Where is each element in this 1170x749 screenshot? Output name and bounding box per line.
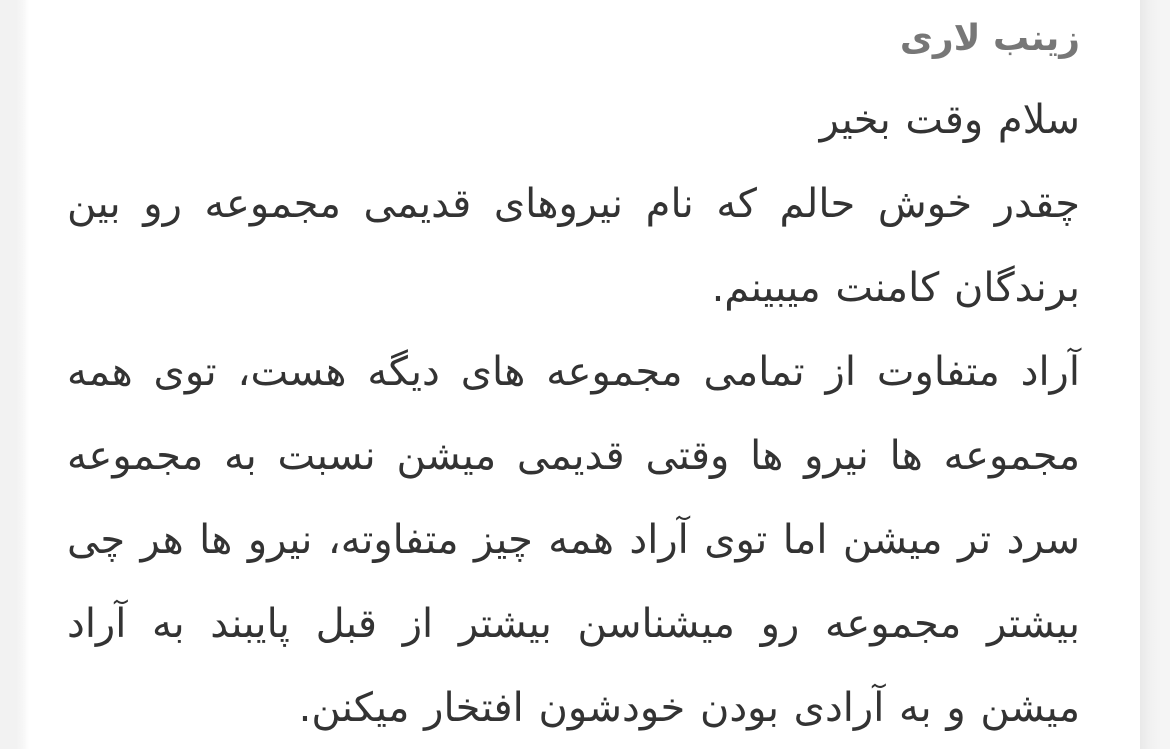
comment-paragraph-2: آراد متفاوت از تمامی مجموعه های دیگه هست، توی همه مجموعه ها نیرو ها وقتی قدیمی میشن نسبت به مجموعه سرد تر میشن اما توی آراد همه چیز متفاوته، نیرو ها هر چی بیشتر مجموعه رو میشناسن بیشتر از قبل پایبند به آراد میشن و به آرادی بودن خودشون افتخار میکنن.: [67, 349, 1080, 731]
page-left-margin: [0, 0, 29, 749]
page-right-margin: [1140, 0, 1170, 749]
comment-block: [29, 0, 1140, 749]
comment-paragraph-1: چقدر خوش حالم که نام نیروهای قدیمی مجموعه رو بین برندگان کامنت میبینم.: [67, 181, 1080, 311]
comment-author-name: زینب لاری: [899, 18, 1080, 59]
comment-paragraph-greeting: سلام وقت بخیر: [819, 97, 1080, 143]
